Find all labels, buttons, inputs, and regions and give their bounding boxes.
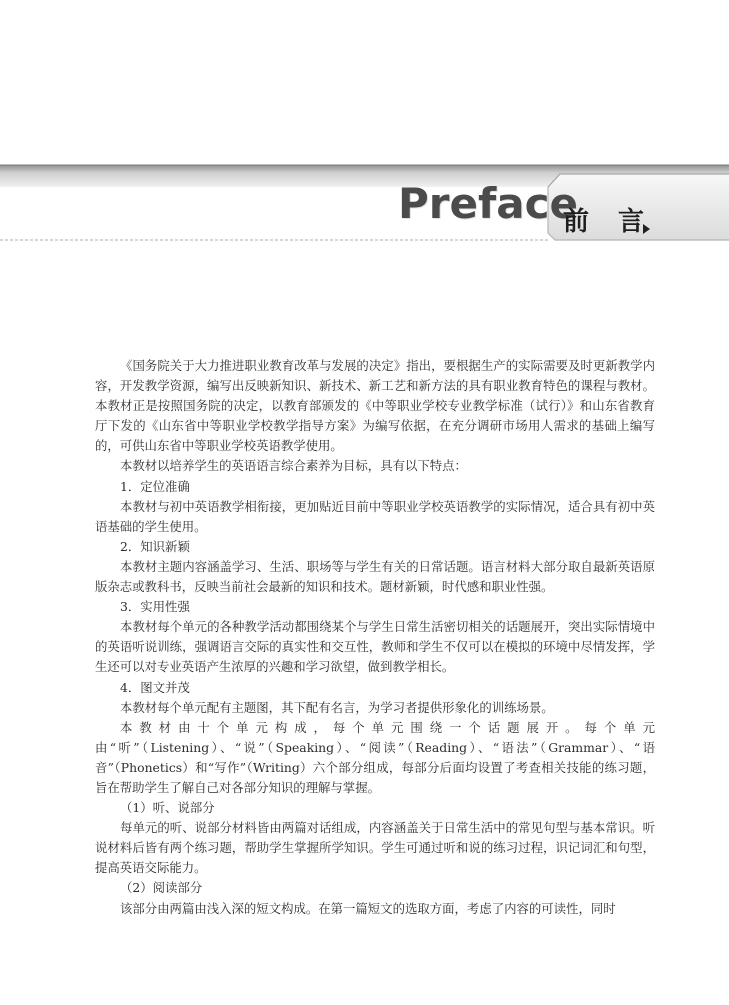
section-heading: （1）听、说部分 — [120, 800, 215, 816]
triangle-arrow-icon — [643, 224, 650, 234]
body-paragraph: 本教材每个单元的各种教学活动都围绕某个与学生日常生活密切相关的话题展开，突出实际情境中的英语听说训练，强调语言交际的真实性和交互性，教师和学生不仅可以在模拟的环境中尽情发挥，学生还可以对专业英语产生浓厚的兴趣和学习欲望，做到教学相长。 — [95, 619, 655, 675]
preface-body — [95, 356, 655, 919]
section-heading: 1．定位准确 — [120, 478, 190, 494]
body-paragraph: 本教材与初中英语教学相衔接，更加贴近目前中等职业学校英语教学的实际情况，适合具有初中英语基础的学生使用。 — [95, 498, 655, 534]
preface-heading: Preface — [398, 179, 578, 228]
body-paragraph: 本教材以培养学生的英语语言综合素养为目标，具有以下特点： — [120, 458, 467, 474]
body-paragraph: 本教材每个单元配有主题图，其下配有名言，为学习者提供形象化的训练场景。 — [120, 699, 554, 715]
body-paragraph: 本教材主题内容涵盖学习、生活、职场等与学生有关的日常话题。语言材料大部分取自最新英语原版杂志或教科书，反映当前社会最新的知识和技术。题材新颖，时代感和职业性强。 — [95, 558, 655, 595]
body-paragraph: 《国务院关于大力推进职业教育改革与发展的决定》指出，要根据生产的实际需要及时更新教学内容，开发教学资源，编写出反映新知识、新技术、新工艺和新方法的具有职业教育特色的课程与教材。本教材正是按照国务院的决定，以教育部颁发的《中等职业学校专业教学标准（试行）》和山东省教育厅下发的《山东省中等职业学校教学指导方案》为编写依据，在充分调研市场用人需求的基础上编写的，可供山东省中等职业学校英语教学使用。 — [95, 358, 655, 454]
section-heading: 4．图文并茂 — [120, 679, 190, 695]
section-heading: 2．知识新颖 — [120, 538, 190, 554]
section-heading: 3．实用性强 — [120, 599, 190, 615]
body-paragraph: 该部分由两篇由浅入深的短文构成。在第一篇短文的选取方面，考虑了内容的可读性，同时 — [120, 900, 616, 916]
section-heading: （2）阅读部分 — [120, 880, 203, 896]
body-paragraph: 本教材由十个单元构成，每个单元围绕一个话题展开。每个单元由“听”（Listening）、“说”（Speaking）、“阅读”（Reading）、“语法”（Grammar）、“语音”（Phonetics）和“写作”（Writing）六个部分组成，每部分后面均设置了考查相关技能的练习题，旨在帮助学生了解自己对各部分知识的理解与掌握。 — [95, 719, 655, 795]
chinese-title: 前 言 — [563, 207, 655, 237]
body-paragraph: 每单元的听、说部分材料皆由两篇对话组成，内容涵盖关于日常生活中的常见句型与基本常识。听说材料后皆有两个练习题，帮助学生掌握所学知识。学生可通过听和说的练习过程，识记词汇和句型，提高英语交际能力。 — [95, 820, 655, 876]
